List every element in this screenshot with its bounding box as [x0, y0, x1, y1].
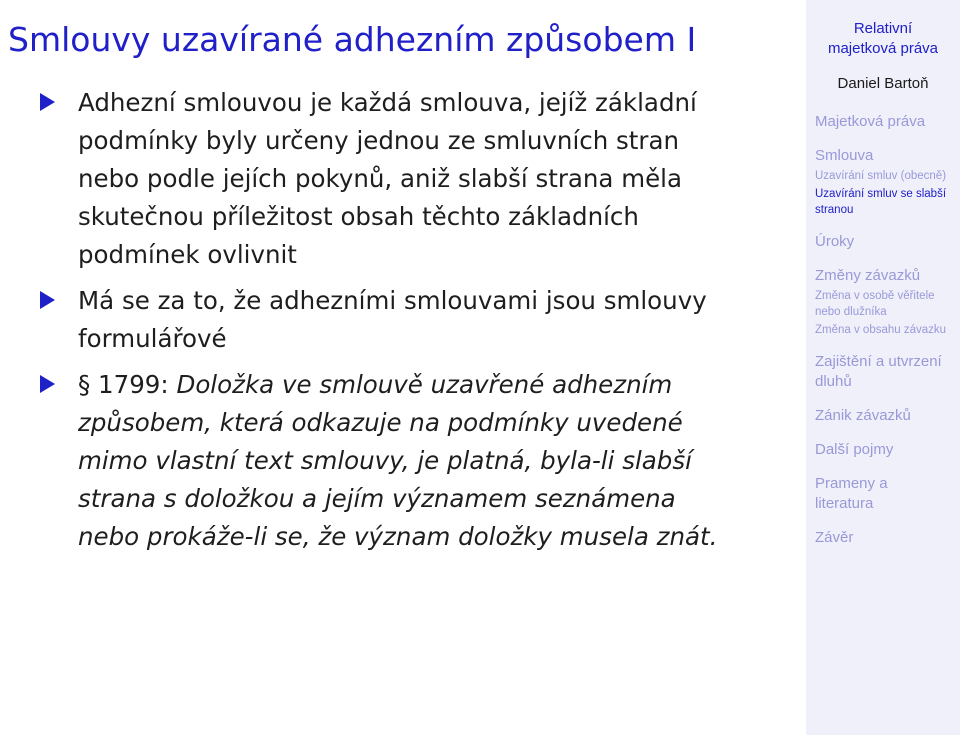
nav-section-smlouva[interactable]: Smlouva [815, 147, 874, 164]
nav-section-zanik-zavazku[interactable]: Zánik závazků [815, 407, 911, 424]
bullet-text: Má se za to, že adhezními smlouvami jsou smlouvy formulářové [78, 286, 707, 353]
nav-subsection-slabsi-strana[interactable]: Uzavírání smluv se slabší stranou [815, 188, 947, 216]
bullet-arrow-icon [40, 93, 55, 111]
nav-section-prameny[interactable]: Prameny a literatura [815, 475, 888, 512]
nav-section-dalsi-pojmy[interactable]: Další pojmy [815, 441, 894, 458]
nav-section-uroky[interactable]: Úroky [815, 233, 855, 250]
bullet-item [0, 282, 806, 358]
nav-section-zmeny-zavazku[interactable]: Změny závazků [815, 267, 921, 284]
sidebar-title[interactable]: Relativní majetková práva [827, 20, 939, 57]
section-reference: § 1799: [78, 370, 169, 399]
nav-section-zajisteni[interactable]: Zajištění a utvrzení dluhů [815, 353, 942, 390]
nav-subsection-uzavirani-obecne[interactable]: Uzavírání smluv (obecně) [815, 170, 947, 182]
nav-section-majetkova-prava[interactable]: Majetková práva [815, 113, 926, 130]
nav-subsection-zmena-v-osobe[interactable]: Změna v osobě věřitele nebo dlužníka [815, 290, 935, 318]
bullet-text-quote: § 1799: Doložka ve smlouvě uzavřené adhezním způsobem, která odkazuje na podmínky uvedené mimo vlastní text smlouvy, je platná, byla-li slabší strana s doložkou a jejím významem seznámena nebo prokáže-li se, že význam doložky musela znát. [78, 370, 718, 551]
bullet-item [0, 366, 806, 556]
bullet-list [0, 84, 806, 564]
nav-subsection-zmena-v-obsahu[interactable]: Změna v obsahu závazku [815, 324, 947, 336]
bullet-item [0, 84, 806, 274]
bullet-arrow-icon [40, 375, 55, 393]
sidebar-nav [806, 112, 960, 548]
bullet-text: Adhezní smlouvou je každá smlouva, jejíž základní podmínky byly určeny jednou ze smluvních stran nebo podle jejích pokynů, aniž slabší strana měla skutečnou příležitost obsah těchto základních podmínek ovlivnit [78, 88, 697, 269]
sidebar-author[interactable]: Daniel Bartoň [837, 75, 929, 92]
nav-section-zaver[interactable]: Závěr [815, 529, 854, 546]
slide-title: Smlouvy uzavírané adhezním způsobem I [8, 20, 697, 59]
bullet-arrow-icon [40, 291, 55, 309]
sidebar [806, 0, 960, 735]
